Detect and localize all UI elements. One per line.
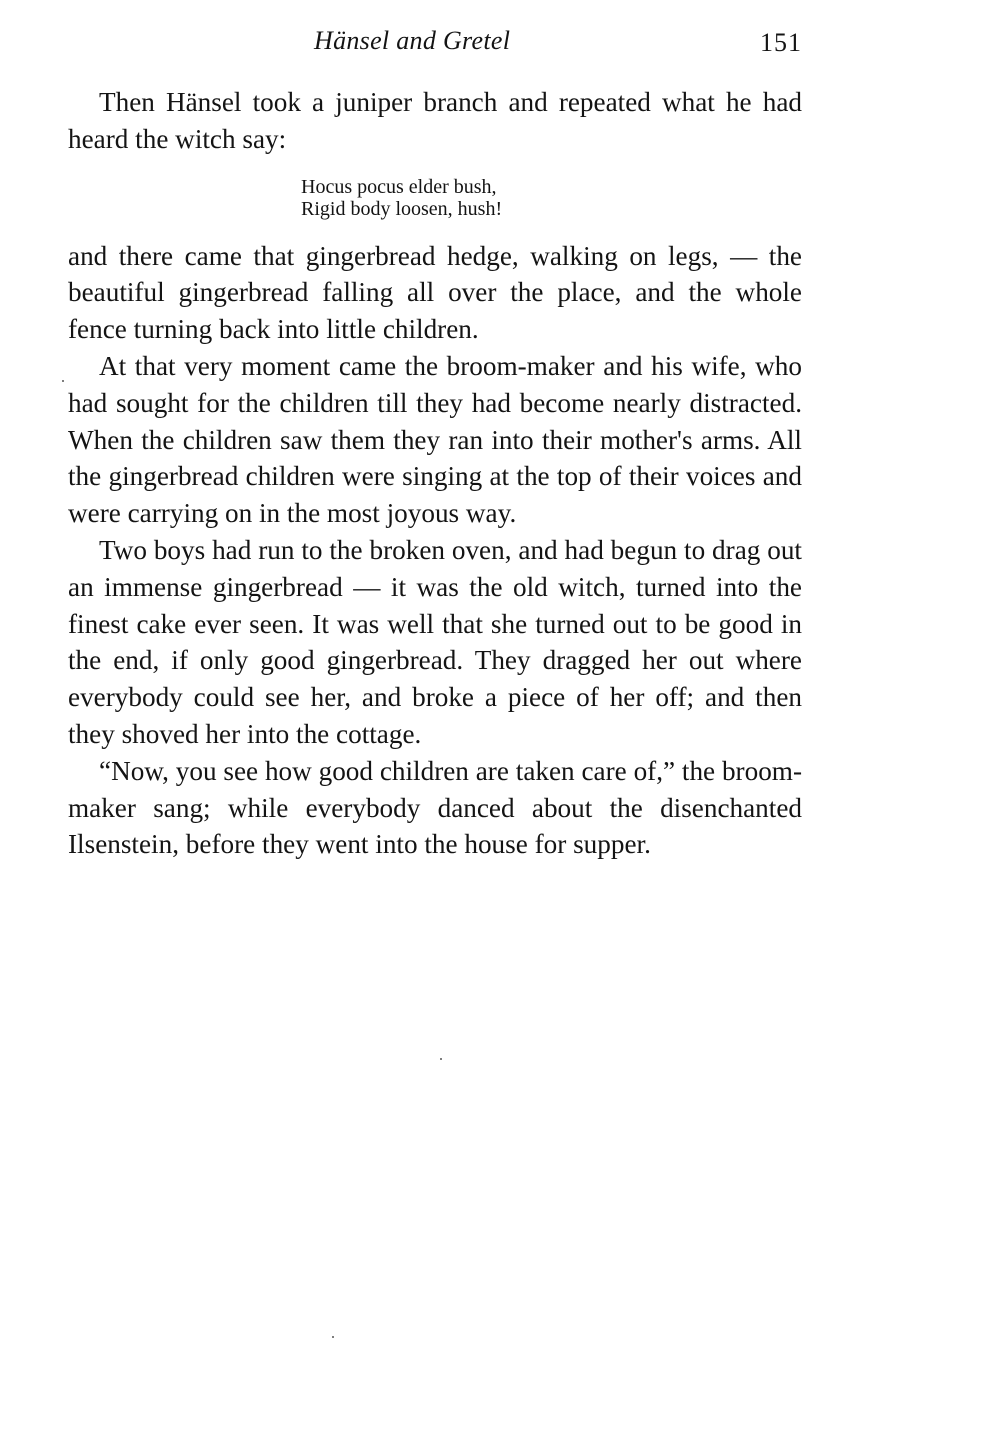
book-page (68, 0, 802, 863)
page-number: 151 (760, 28, 802, 57)
scan-speck (62, 380, 64, 382)
scan-speck (332, 1336, 334, 1338)
paragraph-3: Two boys had run to the broken oven, and had begun to drag out an immense gingerbread — it was the old witch, turned into the finest cake ever seen. It was well that she turned out to be good in the end, if only good gingerbread. They dragged her out where everybody could see her, and broke a piece of her off; and then they shoved her into the cottage. (68, 534, 802, 749)
verse-line-1: Hocus pocus elder bush, (301, 175, 497, 198)
running-head (68, 0, 802, 84)
verse-block (301, 176, 802, 220)
paragraph-4: “Now, you see how good children are taken care of,” the broom-maker sang; while everybody danced about the disenchanted Ilsenstein, before they went into the house for supper. (68, 755, 802, 860)
verse-line-2: Rigid body loosen, hush! (301, 197, 503, 220)
paragraph-2: At that very moment came the broom-maker and his wife, who had sought for the children till they had become nearly distracted. When the children saw them they ran into their mother's arms. All the gingerbread children were singing at the top of their voices and were carrying on in the most joyous way. (68, 350, 802, 529)
scan-speck (440, 1058, 442, 1060)
running-title: Hänsel and Gretel (314, 26, 511, 55)
paragraph-1: Then Hänsel took a juniper branch and repeated what he had heard the witch say: (68, 87, 802, 154)
paragraph-1-continuation: and there came that gingerbread hedge, walking on legs, — the beautiful gingerbread falling all over the place, and the whole fence turning back into little children. (68, 240, 802, 345)
